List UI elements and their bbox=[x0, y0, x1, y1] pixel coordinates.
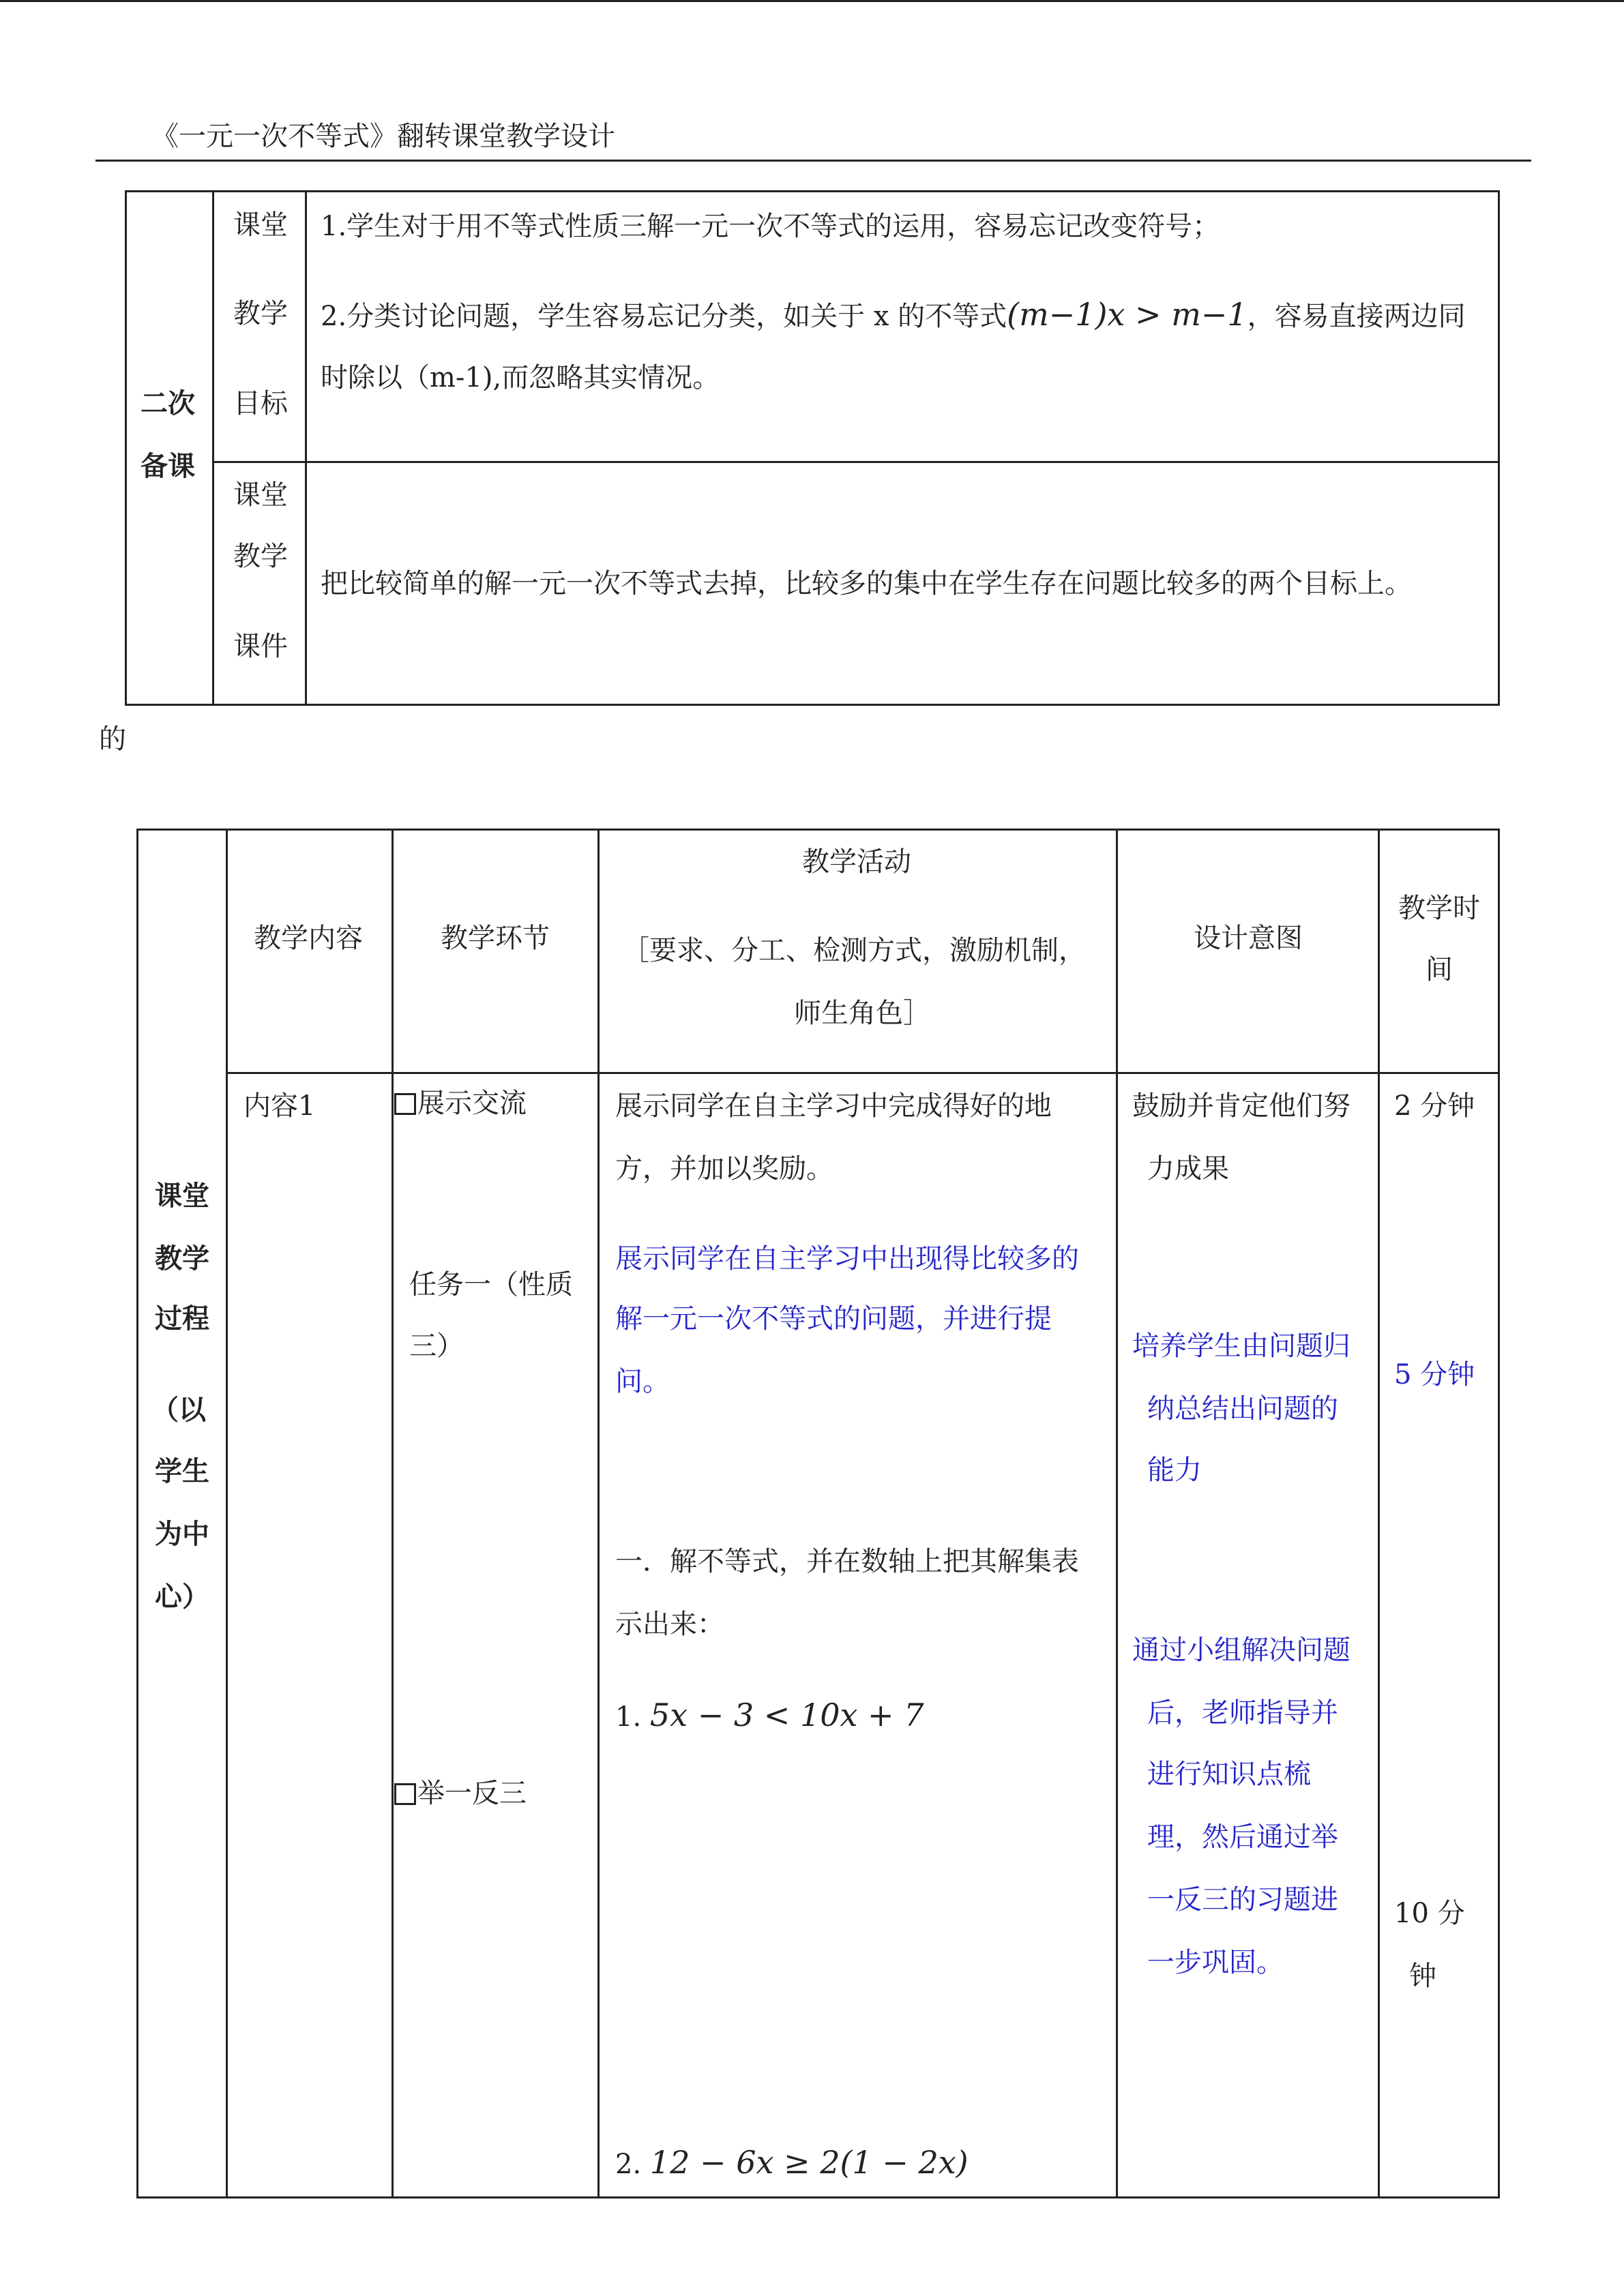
top-border bbox=[0, 0, 1624, 2]
time-3-line1: 10 分 bbox=[1394, 1898, 1465, 1929]
time-3-line2: 钟 bbox=[1409, 1960, 1436, 1992]
stray-character: 的 bbox=[99, 724, 126, 755]
header-time-line2: 间 bbox=[1426, 954, 1453, 985]
header-content: 教学内容 bbox=[254, 923, 363, 954]
courseware-label-line1: 课堂 bbox=[233, 479, 288, 511]
intent-3-line3: 进行知识点梳 bbox=[1147, 1759, 1311, 1790]
courseware-content: 把比较简单的解一元一次不等式去掉，比较多的集中在学生存在问题比较多的两个目标上。 bbox=[321, 568, 1412, 599]
header-intent: 设计意图 bbox=[1194, 923, 1303, 954]
activity-1-line1: 展示同学在自主学习中完成得好的地 bbox=[615, 1090, 1052, 1122]
header-activity-line3: 师生角色］ bbox=[794, 998, 930, 1029]
checkbox-icon[interactable] bbox=[394, 1783, 416, 1805]
side-label-2: 教学 bbox=[155, 1242, 209, 1274]
equation-1-number: 1. bbox=[615, 1701, 642, 1733]
goal-label-line2: 教学 bbox=[233, 298, 288, 329]
section-label-line1: 二次 bbox=[141, 387, 195, 419]
equation-2-number: 2. bbox=[615, 2149, 642, 2180]
intent-3-line1: 通过小组解决问题 bbox=[1132, 1635, 1350, 1666]
activity-3-line2: 示出来： bbox=[615, 1609, 724, 1640]
header-rule bbox=[95, 160, 1531, 162]
step-task1-line2: 三） bbox=[409, 1330, 464, 1362]
side-label-4: （以 bbox=[151, 1394, 206, 1426]
activity-1-line2: 方，并加以奖励。 bbox=[615, 1153, 833, 1184]
document-header-title: 《一元一次不等式》翻转课堂教学设计 bbox=[151, 121, 615, 152]
checkbox-icon[interactable] bbox=[394, 1093, 416, 1115]
intent-1-line1: 鼓励并肯定他们努 bbox=[1132, 1090, 1350, 1122]
intent-1-line2: 力成果 bbox=[1147, 1153, 1229, 1184]
intent-3-line6: 一步巩固。 bbox=[1147, 1947, 1284, 1978]
equation-2-expression: 12 − 6x ≥ 2(1 − 2x) bbox=[649, 2144, 969, 2181]
step-practice[interactable] bbox=[394, 1780, 527, 1807]
section-label-line2: 备课 bbox=[141, 450, 195, 482]
activity-2-line2: 解一元一次不等式的问题，并进行提 bbox=[615, 1303, 1052, 1335]
goal-item-1: 1.学生对于用不等式性质三解一元一次不等式的运用，容易忘记改变符号； bbox=[321, 211, 1220, 242]
header-activity-line2: ［要求、分工、检测方式，激励机制， bbox=[622, 935, 1086, 966]
step-show-exchange-label: 展示交流 bbox=[417, 1088, 527, 1119]
activity-2-line1: 展示同学在自主学习中出现得比较多的 bbox=[615, 1243, 1079, 1274]
intent-2-line1: 培养学生由问题归 bbox=[1132, 1330, 1350, 1362]
goal-item-2-text-b: ，容易直接两边同 bbox=[1247, 301, 1466, 332]
time-1: 2 分钟 bbox=[1394, 1090, 1475, 1122]
intent-3-line5: 一反三的习题进 bbox=[1147, 1884, 1338, 1915]
intent-2-line3: 能力 bbox=[1147, 1455, 1202, 1486]
courseware-label-line2: 教学 bbox=[233, 541, 288, 572]
goal-label-line1: 课堂 bbox=[233, 209, 288, 241]
activity-3-line1: 一．解不等式，并在数轴上把其解集表 bbox=[615, 1546, 1079, 1577]
side-label-1: 课堂 bbox=[155, 1180, 209, 1212]
side-label-3: 过程 bbox=[155, 1302, 209, 1335]
goal-item-2-text-a: 2.分类讨论问题，学生容易忘记分类，如关于 x 的不等式 bbox=[321, 301, 1007, 332]
time-2: 5 分钟 bbox=[1394, 1359, 1475, 1390]
header-step: 教学环节 bbox=[441, 923, 550, 954]
goal-label-line3: 目标 bbox=[233, 388, 288, 419]
goal-item-2 bbox=[321, 295, 1466, 333]
step-show-exchange[interactable] bbox=[394, 1090, 527, 1117]
goal-item-2-continued: 时除以（m-1),而忽略其实情况。 bbox=[321, 362, 720, 393]
intent-3-line4: 理，然后通过举 bbox=[1147, 1821, 1338, 1853]
side-label-6: 为中 bbox=[155, 1518, 209, 1550]
header-time-line1: 教学时 bbox=[1398, 893, 1480, 924]
header-activity-line1: 教学活动 bbox=[802, 846, 911, 878]
intent-3-line2: 后，老师指导并 bbox=[1147, 1697, 1338, 1729]
equation-1-expression: 5x − 3 < 10x + 7 bbox=[649, 1697, 924, 1733]
courseware-label-line3: 课件 bbox=[233, 631, 288, 662]
equation-1 bbox=[615, 1697, 924, 1733]
intent-2-line2: 纳总结出问题的 bbox=[1147, 1393, 1338, 1425]
side-label-7: 心） bbox=[155, 1581, 209, 1613]
activity-2-line3: 问。 bbox=[615, 1366, 670, 1397]
step-practice-label: 举一反三 bbox=[417, 1778, 527, 1809]
content-label: 内容1 bbox=[243, 1090, 316, 1122]
goal-item-2-inequality: (m−1)x > m−1 bbox=[1007, 296, 1247, 333]
step-task1-line1: 任务一（性质 bbox=[409, 1269, 573, 1300]
equation-2 bbox=[615, 2144, 969, 2181]
side-label-5: 学生 bbox=[155, 1455, 209, 1487]
